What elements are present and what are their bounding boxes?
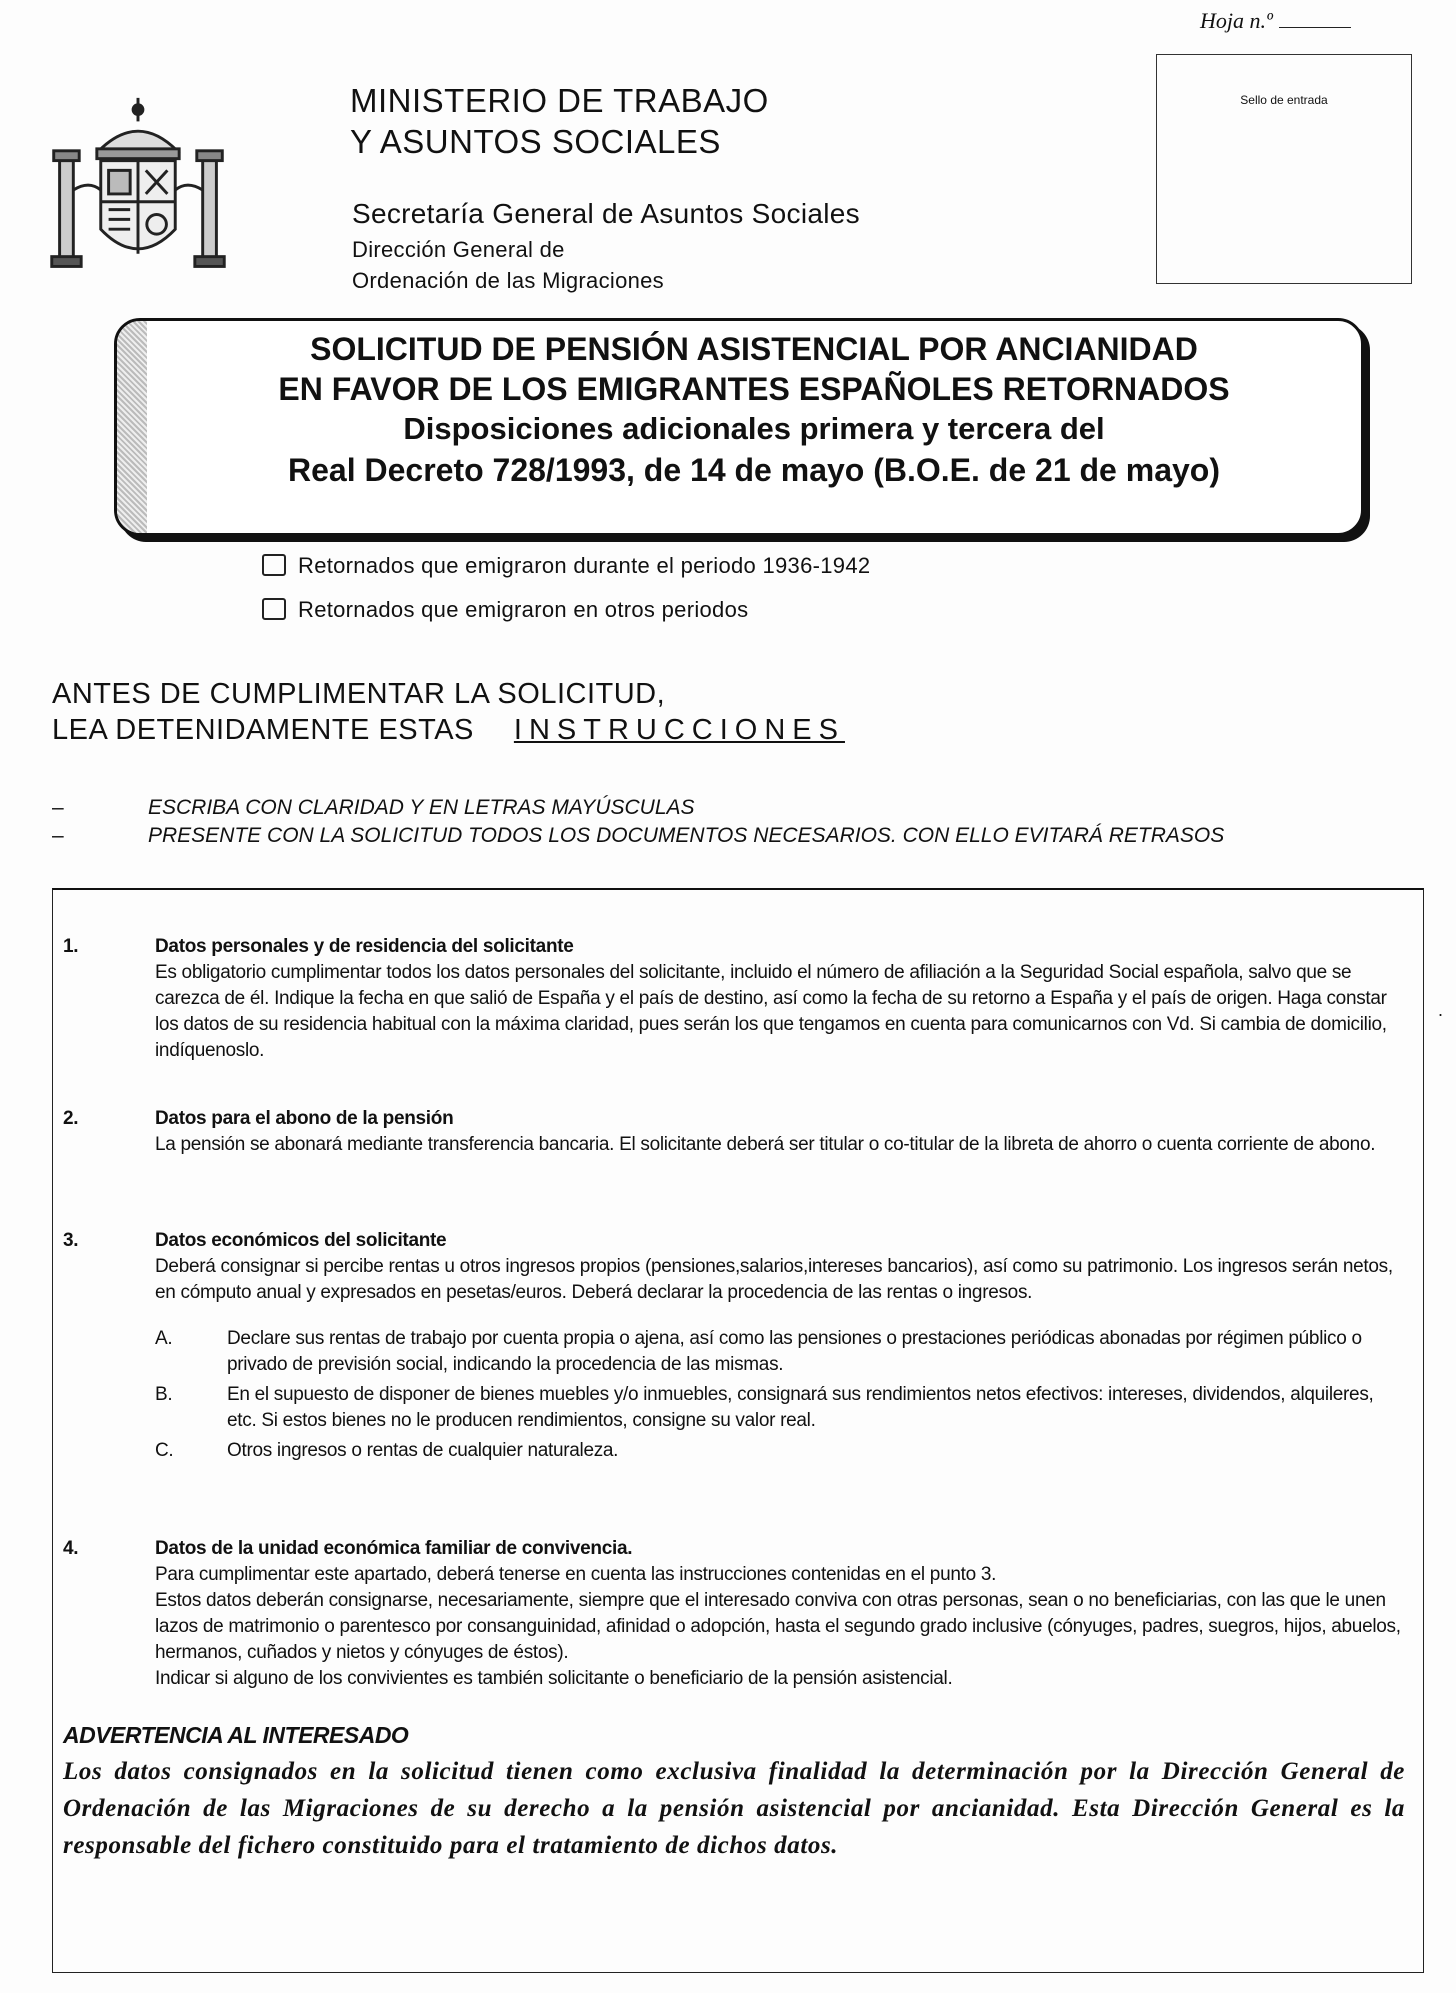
item-text: Indicar si alguno de los convivientes es también solicitante o beneficiario de la pensión asistencial. <box>155 1668 953 1689</box>
sheet-number-label <box>1200 8 1351 34</box>
instructions-heading-line-2: LEA DETENIDAMENTE ESTAS <box>52 714 474 746</box>
sub-item-letter: C. <box>155 1440 174 1461</box>
instruction-item-1 <box>63 934 1405 1064</box>
checkbox-icon[interactable] <box>262 598 286 620</box>
sub-item-letter: A. <box>155 1328 173 1349</box>
item-text: La pensión se abonará mediante transferencia bancaria. El solicitante deberá ser titular o co-titular de la libreta de ahorro o cuenta corriente de abono. <box>155 1134 1376 1155</box>
direccion-line-1: Dirección General de <box>352 237 565 262</box>
option-label: Retornados que emigraron en otros periodos <box>298 597 749 622</box>
sheet-number-text: Hoja n.º <box>1200 8 1273 33</box>
item-number: 4. <box>63 1538 79 1559</box>
warning-section <box>63 1722 1405 1864</box>
form-subtitle-line-2: Real Decreto 728/1993, de 14 de mayo (B.O.E. de 21 de mayo) <box>288 452 1220 488</box>
option-other-periods[interactable] <box>262 597 748 623</box>
sub-item-c <box>155 1438 1405 1464</box>
entry-stamp-box <box>1156 54 1412 284</box>
checkbox-icon[interactable] <box>262 554 286 576</box>
item-text: Deberá consignar si percibe rentas u otros ingresos propios (pensiones,salarios,intereses bancarios), así como su patrimonio. Los ingresos serán netos, en cómputo anual y expresados en pesetas/euros. Deberá declarar la procedencia de las rentas o ingresos. <box>155 1256 1393 1303</box>
item-number: 3. <box>63 1230 79 1251</box>
secretaria-name: Secretaría General de Asuntos Sociales <box>352 198 860 229</box>
instructions-heading-line-1: ANTES DE CUMPLIMENTAR LA SOLICITUD, <box>52 678 666 710</box>
sub-item-text: Declare sus rentas de trabajo por cuenta propia o ajena, así como las pensiones o prestaciones periódicas abonadas por régimen público o privado de previsión social, indicando la procedencia de las mismas. <box>227 1328 1362 1375</box>
instruction-bullet: – PRESENTE CON LA SOLICITUD TODOS LOS DOCUMENTOS NECESARIOS. CON ELLO EVITARÁ RETRASOS <box>52 822 1224 850</box>
sub-item-letter: B. <box>155 1384 173 1405</box>
instructions-heading <box>52 676 845 748</box>
instruction-item-3 <box>63 1228 1405 1464</box>
item-heading: Datos de la unidad económica familiar de convivencia. <box>155 1538 633 1559</box>
item-text: Es obligatorio cumplimentar todos los datos personales del solicitante, incluido el número de afiliación a la Seguridad Social española, salvo que se carezca de él. Indique la fecha en que salió de España y el país de destino, así como la fecha de su retorno a España y el país de origen. Haga constar los datos de su residencia habitual con la máxima claridad, pues serán los que tengamos en cuenta para comunicarnos con Vd. Si cambia de domicilio, indíquenoslo. <box>155 962 1387 1061</box>
item-heading: Datos personales y de residencia del solicitante <box>155 936 574 957</box>
margin-mark: . <box>1438 1000 1444 1020</box>
ministry-line-1: MINISTERIO DE TRABAJO <box>350 82 769 119</box>
sub-item-a <box>155 1326 1405 1378</box>
form-title-line-2: EN FAVOR DE LOS EMIGRANTES ESPAÑOLES RETORNADOS <box>278 371 1230 407</box>
sheet-number-field[interactable] <box>1279 27 1351 28</box>
instruction-bullet: – ESCRIBA CON CLARIDAD Y EN LETRAS MAYÚSCULAS <box>52 794 1224 822</box>
coat-of-arms-icon <box>40 92 236 288</box>
sub-item-text: Otros ingresos o rentas de cualquier naturaleza. <box>227 1440 619 1461</box>
ministry-line-2: Y ASUNTOS SOCIALES <box>350 123 721 160</box>
item-text: Estos datos deberán consignarse, necesariamente, siempre que el interesado conviva con otras personas, sean o no beneficiarias, con las que le unen lazos de matrimonio o parentesco por consanguinidad, afinidad o adopción, hasta el segundo grado inclusive (cónyuges, padres, suegros, hijos, abuelos, hermanos, cuñados y nietos y cónyuges de éstos). <box>155 1590 1401 1663</box>
item-heading: Datos económicos del solicitante <box>155 1230 447 1251</box>
ministry-name <box>350 80 769 162</box>
sub-item-b <box>155 1382 1405 1434</box>
warning-text: Los datos consignados en la solicitud tienen como exclusiva finalidad la determinación por la Dirección General de Ordenación de las Migraciones de su derecho a la pensión asistencial por ancianidad. Esta Dirección General es la responsable del fichero constituido para el tratamiento de dichos datos. <box>63 1758 1405 1859</box>
form-subtitle-line-1: Disposiciones adicionales primera y tercera del <box>403 411 1105 446</box>
option-label: Retornados que emigraron durante el periodo 1936-1942 <box>298 553 871 578</box>
direccion-line-2: Ordenación de las Migraciones <box>352 268 664 293</box>
option-1936-1942[interactable] <box>262 553 870 579</box>
instruction-item-4 <box>63 1536 1405 1692</box>
item-heading: Datos para el abono de la pensión <box>155 1108 454 1129</box>
direccion-name <box>352 234 664 296</box>
form-title-line-1: SOLICITUD DE PENSIÓN ASISTENCIAL POR ANCIANIDAD <box>310 331 1198 367</box>
entry-stamp-label: Sello de entrada <box>1240 93 1328 107</box>
instructions-box <box>52 888 1424 1973</box>
instructions-underlined-word: INSTRUCCIONES <box>513 714 845 746</box>
form-title-box <box>114 318 1364 536</box>
sub-item-text: En el supuesto de disponer de bienes muebles y/o inmuebles, consignará sus rendimientos netos efectivos: intereses, dividendos, alquileres, etc. Si estos bienes no le producen rendimientos, consigne su valor real. <box>227 1384 1374 1431</box>
instruction-item-2 <box>63 1106 1405 1158</box>
item-number: 1. <box>63 936 79 957</box>
title-box-shading <box>117 321 147 533</box>
item-text: Para cumplimentar este apartado, deberá tenerse en cuenta las instrucciones contenidas en el punto 3. <box>155 1564 997 1585</box>
item-number: 2. <box>63 1108 79 1129</box>
warning-heading: ADVERTENCIA AL INTERESADO <box>63 1722 409 1748</box>
general-instructions <box>52 794 1224 850</box>
